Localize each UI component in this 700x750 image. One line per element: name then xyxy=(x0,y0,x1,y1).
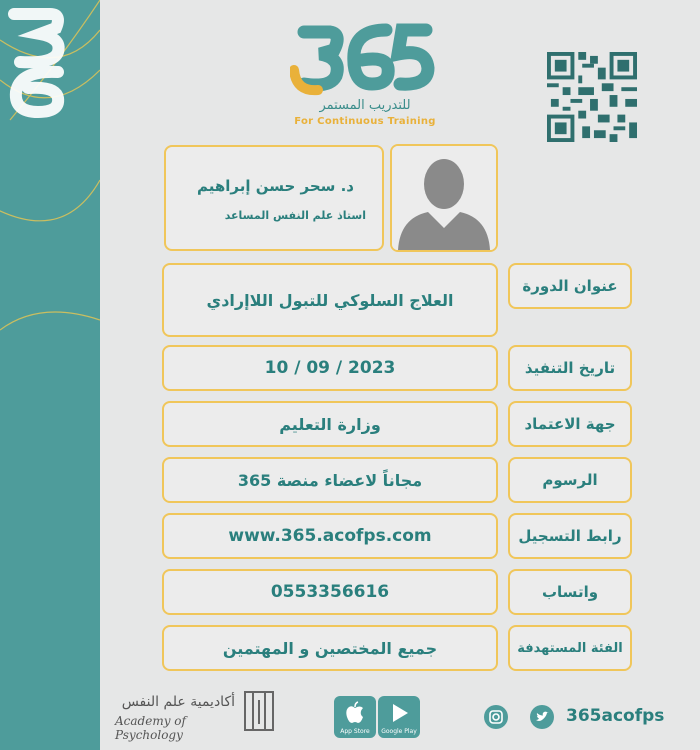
google-play-button[interactable] xyxy=(378,696,420,738)
label-whatsapp: واتساب xyxy=(508,569,632,615)
label-registration-link: رابط التسجيل xyxy=(508,513,632,559)
label-date: تاريخ التنفيذ xyxy=(508,345,632,391)
label-accreditation: جهة الاعتماد xyxy=(508,401,632,447)
value-fees: مجاناً لاعضاء منصة 365 xyxy=(162,457,498,503)
instagram-icon xyxy=(484,705,508,729)
tagline-english: For Continuous Training xyxy=(294,116,436,127)
value-accreditation: وزارة التعليم xyxy=(162,401,498,447)
label-fees: الرسوم xyxy=(508,457,632,503)
google-play-icon xyxy=(378,696,420,730)
academy-name-english: Academy of Psychology xyxy=(115,714,186,742)
app-store-label: App Store xyxy=(340,728,370,735)
twitter-icon xyxy=(530,705,554,729)
value-registration-link[interactable]: www.365.acofps.com xyxy=(162,513,498,559)
academy-name-arabic: أكاديمية علم النفس xyxy=(121,694,235,710)
label-target-audience: الفئة المستهدفة xyxy=(508,625,632,671)
label-course-title: عنوان الدورة xyxy=(508,263,632,309)
app-store-button[interactable] xyxy=(334,696,376,738)
side-panel xyxy=(0,0,100,750)
side-365-icon xyxy=(0,0,72,125)
brand-logo xyxy=(290,18,440,130)
instagram-button[interactable] xyxy=(484,705,508,729)
instructor-title: استاذ علم النفس المساعد xyxy=(224,209,366,222)
instructor-photo xyxy=(390,144,498,252)
social-handle[interactable]: 365acofps xyxy=(566,706,665,726)
apple-icon xyxy=(334,696,376,730)
tagline-arabic: للتدريب المستمر xyxy=(319,98,411,113)
value-target-audience: جميع المختصين و المهتمين xyxy=(162,625,498,671)
instructor-card xyxy=(164,145,384,251)
academy-logo xyxy=(115,690,275,740)
value-whatsapp[interactable]: 0553356616 xyxy=(162,569,498,615)
qr-code-icon xyxy=(546,52,638,142)
instructor-name: د. سحر حسن إبراهيم xyxy=(196,177,354,195)
value-date: 10 / 09 / 2023 xyxy=(162,345,498,391)
value-course-title: العلاج السلوكي للتبول اللاإرادي xyxy=(162,263,498,337)
academy-mark-icon xyxy=(243,690,275,732)
person-silhouette-icon xyxy=(392,146,496,250)
twitter-button[interactable] xyxy=(530,705,554,729)
logo-365-icon xyxy=(290,18,440,98)
google-play-label: Google Play xyxy=(381,728,417,735)
